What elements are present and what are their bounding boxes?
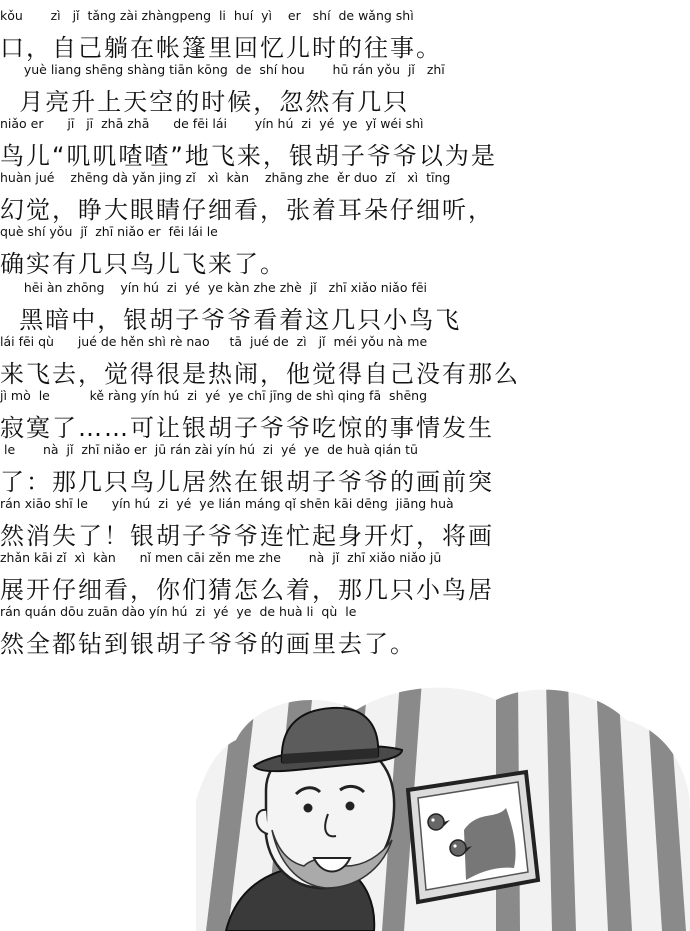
hanzi-line: 口，自己躺在帐篷里回忆儿时的往事。 — [0, 34, 442, 62]
hanzi-line: 了：那几只鸟儿居然在银胡子爷爷的画前突 — [0, 468, 494, 496]
pinyin-line: le nà jǐ zhī niǎo er jū rán zài yín hú zi yé ye de huà qián tū — [0, 442, 418, 457]
grandpa-painting-illustration — [196, 680, 690, 931]
hanzi-line: 来飞去，觉得很是热闹，他觉得自己没有那么 — [0, 360, 520, 388]
pinyin-line: rán quán dōu zuān dào yín hú zi yé ye de huà li qù le — [0, 604, 357, 619]
pinyin-line: zhǎn kāi zǐ xì kàn nǐ men cāi zěn me zhe nà jǐ zhī xiǎo niǎo jū — [0, 550, 442, 565]
framed-painting — [408, 772, 538, 902]
pinyin-line: jì mò le kě ràng yín hú zi yé ye chī jīng de shì qing fā shēng — [0, 388, 428, 403]
pinyin-line: huàn jué zhēng dà yǎn jing zǐ xì kàn zhāng zhe ěr duo zǐ xì tīng — [0, 170, 451, 185]
pinyin-line: yuè liang shēng shàng tiān kōng de shí hou hū rán yǒu jǐ zhī — [0, 62, 445, 77]
hanzi-line: 黑暗中，银胡子爷爷看着这几只小鸟飞 — [0, 306, 462, 334]
hanzi-line: 确实有几只鸟儿飞来了。 — [0, 250, 286, 278]
hanzi-line: 鸟儿“叽叽喳喳”地飞来，银胡子爷爷以为是 — [0, 142, 497, 170]
hanzi-line: 展开仔细看，你们猜怎么着，那几只小鸟居 — [0, 576, 494, 604]
hanzi-line: 寂寞了……可让银胡子爷爷吃惊的事情发生 — [0, 414, 494, 442]
pinyin-line: què shí yǒu jǐ zhī niǎo er fēi lái le — [0, 224, 218, 239]
pinyin-line: kǒu zì jǐ tǎng zài zhàngpeng li huí yì er shí de wǎng shì — [0, 8, 414, 23]
pinyin-line: lái fēi qù jué de hěn shì rè nao tā jué de zì jǐ méi yǒu nà me — [0, 334, 428, 349]
hanzi-line: 然消失了！银胡子爷爷连忙起身开灯，将画 — [0, 522, 494, 550]
hanzi-line: 月亮升上天空的时候，忽然有几只 — [0, 88, 410, 116]
pinyin-line: rán xiāo shī le yín hú zi yé ye lián máng qǐ shēn kāi dēng jiāng huà — [0, 496, 454, 511]
hanzi-line: 幻觉，睁大眼睛仔细看，张着耳朵仔细听， — [0, 196, 494, 224]
pinyin-line: niǎo er jī jī zhā zhā de fēi lái yín hú zi yé ye yǐ wéi shì — [0, 116, 424, 131]
pinyin-line: hēi àn zhōng yín hú zi yé ye kàn zhe zhè jǐ zhī xiǎo niǎo fēi — [0, 280, 428, 295]
hanzi-line: 然全都钻到银胡子爷爷的画里去了。 — [0, 630, 416, 658]
